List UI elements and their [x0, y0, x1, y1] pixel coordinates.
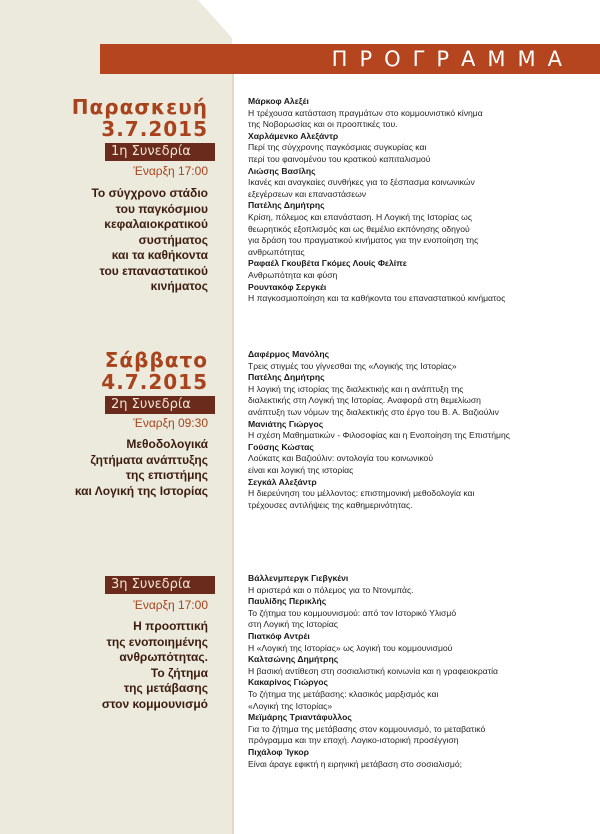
program-item: [248, 596, 593, 631]
program-item: [248, 442, 593, 477]
session-2-start-time: Έναρξη 09:30: [133, 416, 208, 430]
speaker-name: Χαρλάμενκο Αλεξάντρ: [248, 130, 339, 141]
talk-title-line: Το ζήτημα του κομμουνισμού: από τον Ιστορικό Υλισμό: [248, 607, 457, 618]
topic-line: της μετάβασης: [123, 681, 208, 695]
program-item: [248, 677, 593, 712]
talk-title-line: Η λογική της ιστορίας της διαλεκτικής και η ανάπτυξη της: [248, 383, 464, 394]
session-2-date: 4.7.2015: [101, 370, 208, 394]
session-1-start-time: Έναρξη 17:00: [133, 164, 208, 178]
topic-line: του παγκόσμιου: [115, 201, 208, 216]
speaker-name: Ρουντακόφ Σεργκέι: [248, 281, 327, 292]
program-item: [248, 631, 593, 654]
talk-title-line: Ανθρωπότητα και φύση: [248, 269, 338, 280]
speaker-name: Κακαρίνος Γιώργος: [248, 677, 329, 688]
program-item: [248, 131, 593, 166]
speaker-name: Βάλλενμπεργκ Γιεβγκένι: [248, 573, 349, 583]
program-item: [248, 96, 593, 131]
speaker-name: Καλτσώνης Δημήτρης: [248, 654, 339, 665]
speaker-name: Ραφαέλ Γκουβέτα Γκόμες Λουίς Φελίπε: [248, 258, 407, 269]
session-1-program: [248, 96, 593, 305]
session-2-badge: 2η Συνεδρία: [105, 396, 215, 414]
session-1-day: Παρασκευή: [71, 95, 208, 119]
topic-line: Το ζήτημα: [150, 665, 208, 680]
talk-title-line: Τρεις στιγμές του γίγνεσθαι της «Λογικής της Ιστορίας»: [248, 360, 457, 371]
talk-title-line: Το ζήτημα της μετάβασης: κλασικός μαρξισμός και: [248, 688, 439, 699]
session-2-program: [248, 349, 593, 511]
talk-title-line: για δράση του πραγματικού κινήματος για την ενοποίηση της: [248, 235, 479, 246]
session-3-start-time: Έναρξη 17:00: [133, 598, 208, 612]
talk-title-line: Η σχέση Μαθηματικών - Φιλοσοφίας και η Ενοποίηση της Επιστήμης: [248, 430, 510, 441]
speaker-name: Γούσης Κώστας: [248, 441, 314, 452]
speaker-name: Πατέλης Δημήτρης: [248, 372, 325, 383]
topic-line: κινήματος: [150, 279, 208, 293]
speaker-name: Παυλίδης Περικλής: [248, 596, 327, 607]
program-item: [248, 477, 593, 512]
speaker-name: Πιχάλοφ Ίγκορ: [248, 746, 309, 757]
session-1-topic: [48, 186, 208, 295]
program-item: [248, 258, 593, 281]
program-item: [248, 654, 593, 677]
talk-title-line: Περί της σύγχρονης παγκόσμιας συγκυρίας και: [248, 142, 427, 153]
talk-title-line: ανθρωπότητας: [248, 246, 305, 257]
column-divider: [232, 48, 234, 834]
talk-title-line: Η βασική αντίθεση στη σοσιαλιστική κοινωνία και η γραφειοκρατία: [248, 665, 498, 676]
topic-line: και Λογική της Ιστορίας: [74, 483, 208, 498]
topic-line: της ενοποιημένης: [106, 634, 208, 649]
talk-title-line: «Λογική της Ιστορίας»: [248, 700, 333, 711]
topic-line: του επαναστατικού: [99, 263, 208, 278]
session-1-date: 3.7.2015: [101, 117, 208, 141]
session-1-badge: 1η Συνεδρία: [105, 143, 215, 161]
session-3-program: [248, 573, 593, 770]
topic-line: και τα καθήκοντα: [111, 248, 208, 262]
speaker-name: Πατέλης Δημήτρης: [248, 200, 325, 211]
talk-title-line: Η αριστερά και ο πόλεμος για το Ντονμπάς.: [248, 584, 414, 595]
talk-title-line: Η διερεύνηση του μέλλοντος: επιστημονική μεθοδολογία και: [248, 488, 475, 499]
talk-title-line: περί του φαινομένου του κρατικού καπιταλισμού: [248, 153, 431, 164]
talk-title-line: Κρίση, πόλεμος και επανάσταση. Η Λογική της Ιστορίας ως: [248, 211, 472, 222]
page-title: ΠΡΟΓΡΑΜΜΑ: [331, 47, 574, 71]
topic-line: ανθρωπότητας.: [119, 650, 208, 664]
talk-title-line: Για το ζήτημα της μετάβασης στον κομμουνισμό, το μεταβατικό: [248, 723, 486, 734]
header-banner: [100, 44, 600, 74]
talk-title-line: διαλεκτικής στη Λογική της Ιστορίας. Αναφορά στη θεμελίωση: [248, 395, 481, 406]
topic-line: ζητήματα ανάπτυξης: [90, 452, 208, 467]
program-item: [248, 747, 593, 770]
speaker-name: Πιατκόφ Αντρέι: [248, 630, 310, 641]
topic-line: κεφαλαιοκρατικού: [104, 217, 208, 231]
talk-title-line: στη Λογική της Ιστορίας: [248, 619, 338, 630]
topic-line: στον κομμουνισμό: [101, 696, 208, 711]
topic-line: Η προοπτική: [133, 619, 208, 633]
talk-title-line: τρέχουσες αντιλήψεις της καθημερινότητας.: [248, 499, 413, 510]
program-item: [248, 349, 593, 372]
talk-title-line: πρόγραμμα και την εποχή. Λογικο-ιστορική προσέγγιση: [248, 735, 459, 746]
talk-title-line: εξεγέρσεων και επαναστάσεων: [248, 188, 367, 199]
program-item: [248, 419, 593, 442]
program-item: [248, 712, 593, 747]
talk-title-line: είναι και λογική της ιστορίας: [248, 464, 354, 475]
topic-line: της επιστήμης: [125, 468, 208, 482]
talk-title-line: Είναι άραγε εφικτή η ειρηνική μετάβαση στο σοσιαλισμό;: [248, 758, 463, 769]
program-item: [248, 200, 593, 258]
session-3-badge: 3η Συνεδρία: [105, 576, 215, 594]
program-item: [248, 166, 593, 201]
talk-title-line: Λούκατς και Βαζιούλιν: οντολογία του κοινωνικού: [248, 453, 434, 464]
talk-title-line: Η παγκοσμιοποίηση και τα καθήκοντα του επαναστατικού κινήματος: [248, 293, 506, 304]
session-3-topic: [48, 619, 208, 712]
speaker-name: Μανιάτης Γιώργος: [248, 418, 324, 429]
topic-line: Το σύγχρονο στάδιο: [91, 186, 208, 200]
speaker-name: Σεγκάλ Αλεξάντρ: [248, 476, 317, 487]
program-item: [248, 573, 593, 596]
talk-title-line: Ικανές και αναγκαίες συνθήκες για το ξέσπασμα κοινωνικών: [248, 177, 475, 188]
speaker-name: Δαφέρμος Μανόλης: [248, 349, 330, 359]
speaker-name: Λιώσης Βασίλης: [248, 165, 316, 176]
session-2-day: Σάββατο: [104, 348, 208, 372]
program-item: [248, 372, 593, 418]
session-2-topic: [48, 437, 208, 499]
speaker-name: Μάρκοφ Αλεξέι: [248, 96, 309, 106]
program-item: [248, 282, 593, 305]
speaker-name: Μεϊμάρης Τριαντάφυλλος: [248, 712, 352, 723]
talk-title-line: της Νοβορωσίας και οι προοπτικές του.: [248, 119, 398, 130]
talk-title-line: Η τρέχουσα κατάσταση πραγμάτων στο κομμουνιστικό κίνημα: [248, 107, 483, 118]
talk-title-line: θεωρητικός εξοπλισμός και ως θεμέλιο εκπόνησης οδηγού: [248, 223, 470, 234]
topic-line: συστήματος: [138, 232, 208, 247]
talk-title-line: Η «Λογική της Ιστορίας» ως λογική του κομμουνισμού: [248, 642, 453, 653]
talk-title-line: ανάπτυξη των νόμων της διαλεκτικής στο έργο του Β. Α. Βαζιούλιν: [248, 406, 499, 417]
topic-line: Μεθοδολογικά: [126, 437, 208, 451]
